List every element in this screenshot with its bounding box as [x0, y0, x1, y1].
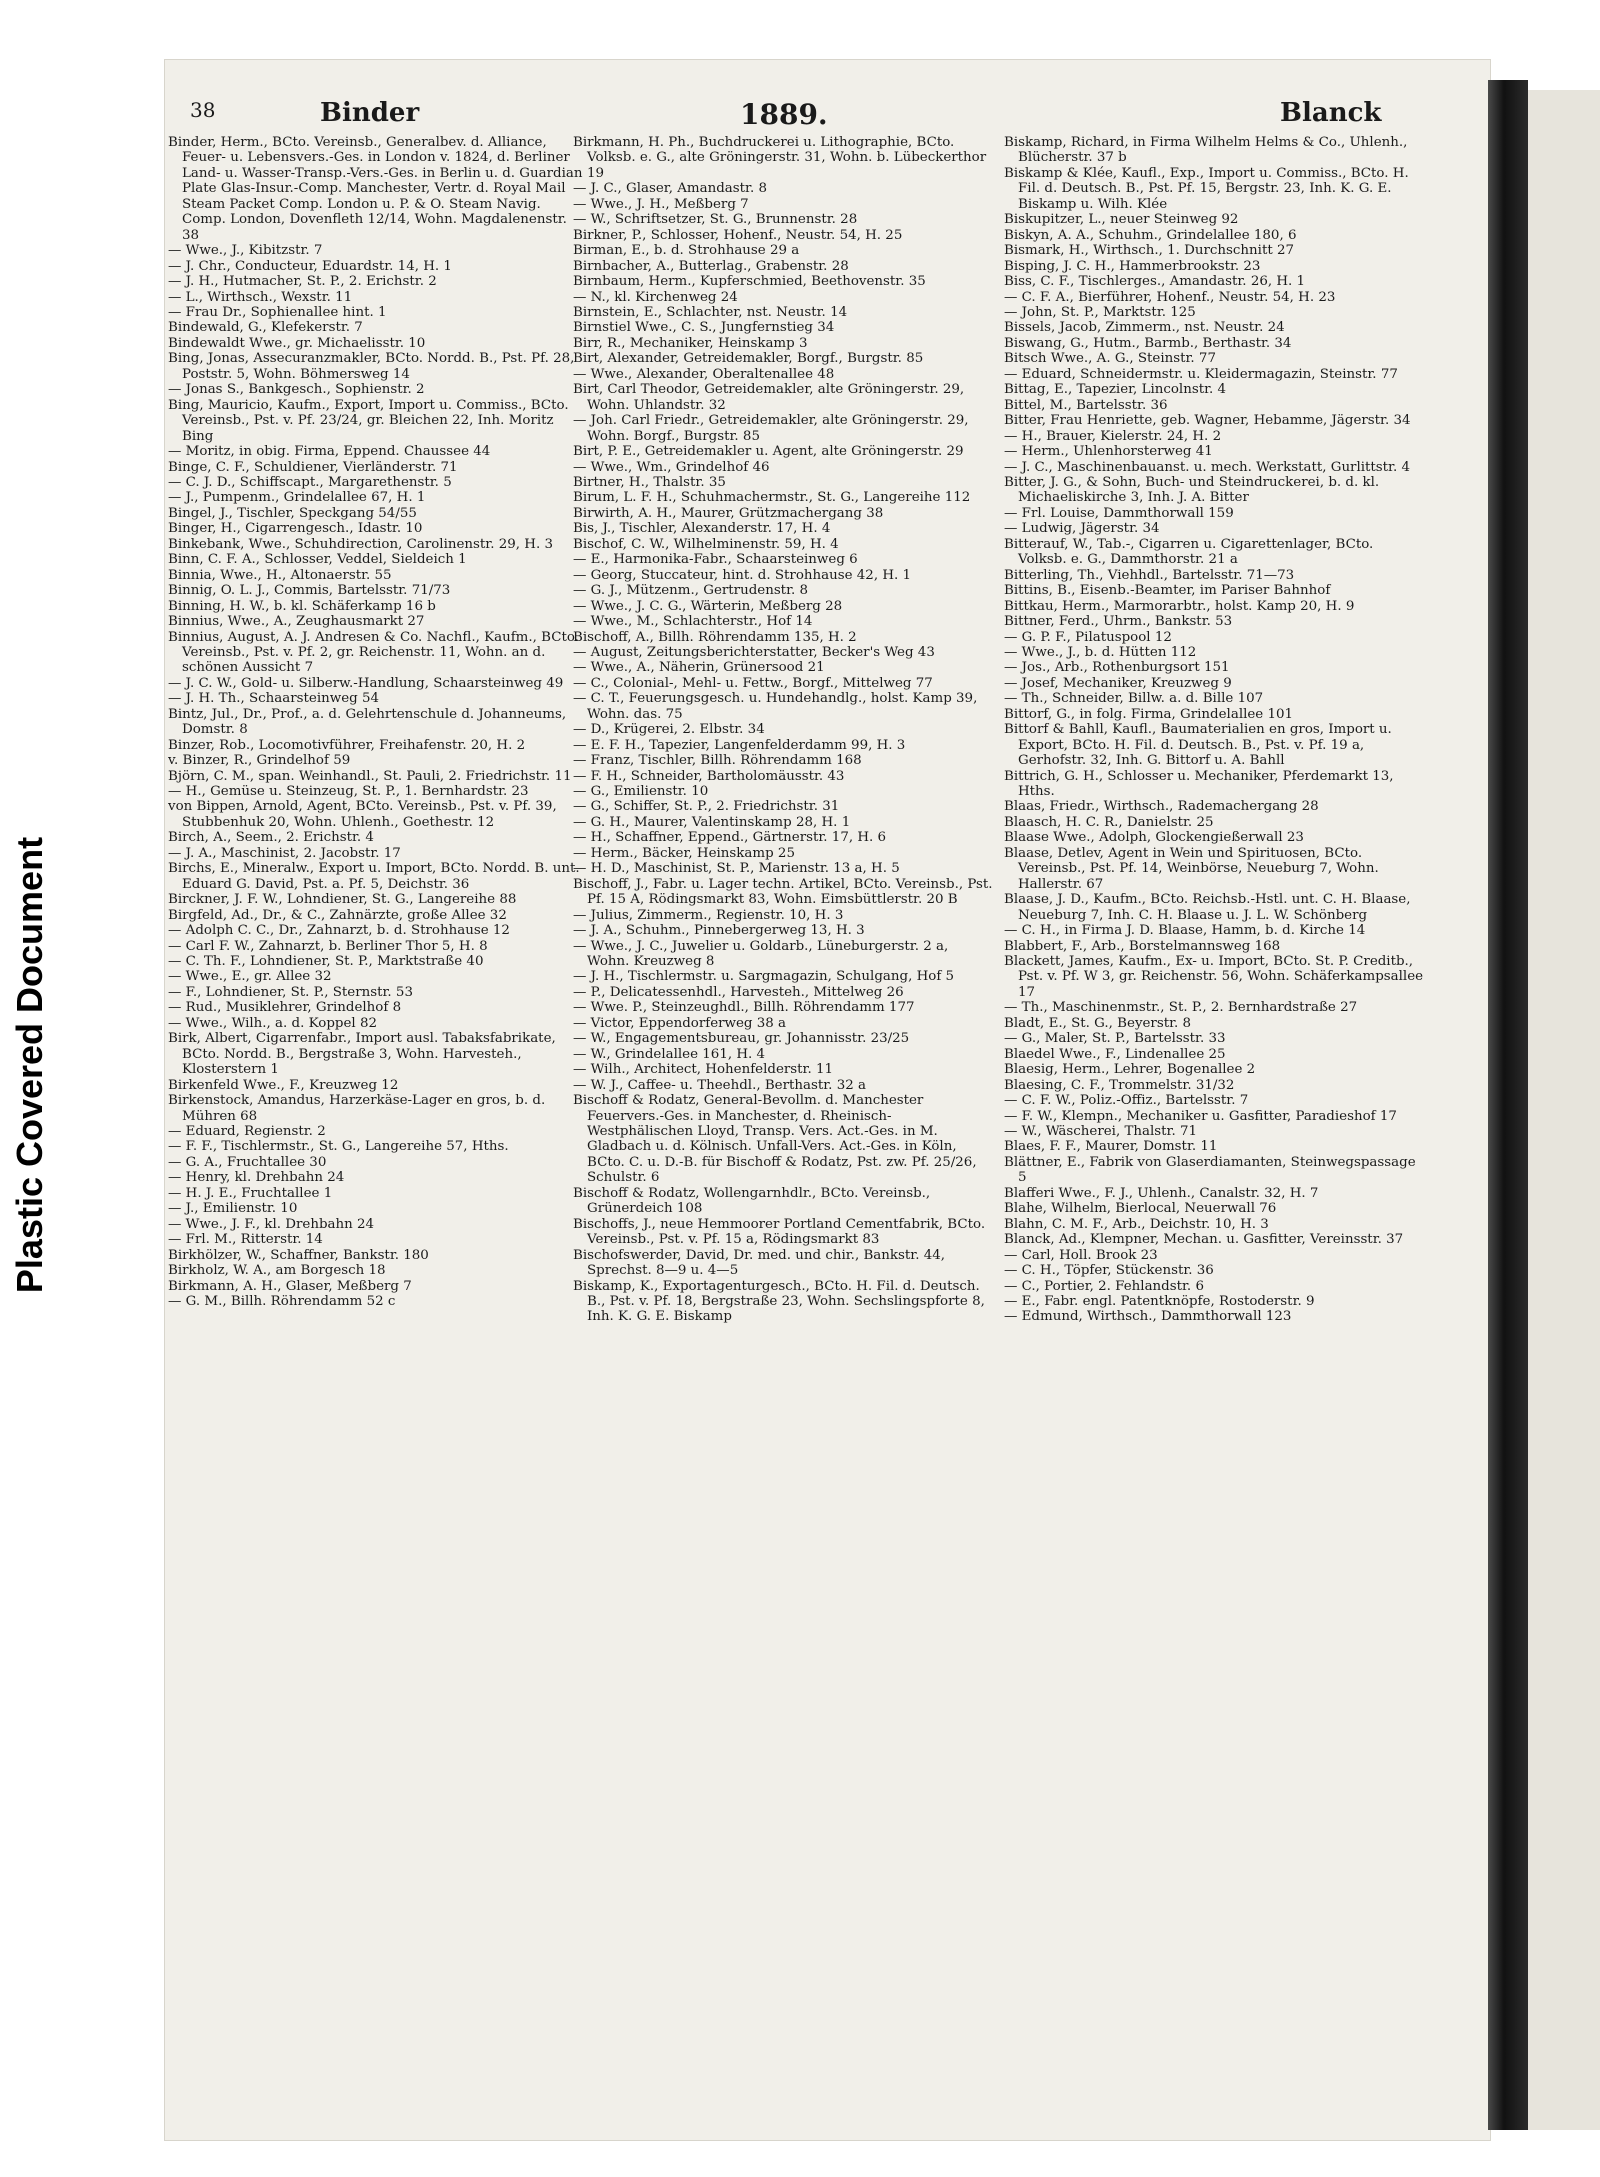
- directory-entry: Birgfeld, Ad., Dr., & C., Zahnärzte, große Allee 32: [168, 907, 507, 923]
- directory-entry: Blabbert, F., Arb., Borstelmannsweg 168: [1004, 938, 1281, 954]
- directory-entry: Binning, H. W., b. kl. Schäferkamp 16 b: [168, 598, 436, 614]
- directory-entry: — W. J., Caffee- u. Theehdl., Berthastr. 32 a: [573, 1077, 866, 1093]
- directory-entry: — J. C., Maschinenbauanst. u. mech. Werkstatt, Gurlittstr. 4: [1004, 459, 1411, 475]
- directory-entry: — Wwe., J. C. G., Wärterin, Meßberg 28: [573, 598, 843, 614]
- directory-entry: Birkner, P., Schlosser, Hohenf., Neustr. 54, H. 25: [573, 227, 903, 243]
- column-1: [168, 135, 588, 2125]
- directory-entry: Bismark, H., Wirthsch., 1. Durchschnitt 27: [1004, 243, 1295, 259]
- directory-entry: — N., kl. Kirchenweg 24: [573, 289, 738, 305]
- directory-entry: Birwirth, A. H., Maurer, Grützmachergang 38: [573, 505, 884, 521]
- directory-entry: Birckner, J. F. W., Lohndiener, St. G., Langereihe 88: [168, 892, 517, 908]
- directory-entry: Biskamp & Klée, Kaufl., Exp., Import u. Commiss., BCto. H. Fil. d. Deutsch. B., Pst. Pf. 15, Bergstr. 23, Inh. K. G. E. Biskamp u. Wilh. Klée: [1004, 165, 1409, 212]
- directory-entry: — Adolph C. C., Dr., Zahnarzt, b. d. Strohhause 12: [168, 923, 510, 939]
- directory-entry: — August, Zeitungsberichterstatter, Becker's Weg 43: [573, 644, 935, 660]
- directory-entry: — Joh. Carl Friedr., Getreidemakler, alte Gröningerstr. 29, Wohn. Borgf., Burgstr. 85: [573, 413, 969, 444]
- directory-entry: Bisping, J. C. H., Hammerbrookstr. 23: [1004, 258, 1261, 274]
- directory-entry: — Wwe., J. C., Juwelier u. Goldarb., Lüneburgerstr. 2 a, Wohn. Kreuzweg 8: [573, 938, 949, 970]
- directory-entry: Binnig, O. L. J., Commis, Bartelsstr. 71/73: [168, 583, 451, 599]
- directory-entry: — Josef, Mechaniker, Kreuzweg 9: [1004, 675, 1232, 691]
- directory-entry: — C. F. A., Bierführer, Hohenf., Neustr. 54, H. 23: [1004, 289, 1336, 305]
- directory-entry: — C. H., Töpfer, Stückenstr. 36: [1004, 1263, 1214, 1279]
- directory-entry: Biskamp, K., Exportagenturgesch., BCto. H. Fil. d. Deutsch. B., Pst. v. Pf. 18, Bergstraße 23, Wohn. Sechslingspforte 8, Inh. K. G. E. Biskamp: [573, 1278, 985, 1325]
- directory-entry: Blahn, C. M. F., Arb., Deichstr. 10, H. 3: [1004, 1216, 1269, 1232]
- directory-entry: — J. H., Tischlermstr. u. Sargmagazin, Schulgang, Hof 5: [573, 969, 955, 985]
- directory-entry: Bing, Mauricio, Kaufm., Export, Import u. Commiss., BCto. Vereinsb., Pst. v. Pf. 23/24, gr. Bleichen 22, Inh. Moritz Bing: [168, 397, 569, 444]
- directory-entry: Bintz, Jul., Dr., Prof., a. d. Gelehrtenschule d. Johanneums, Domstr. 8: [168, 706, 567, 738]
- directory-entry: Birkenstock, Amandus, Harzerkäse-Lager en gros, b. d. Mühren 68: [168, 1093, 546, 1124]
- directory-entry: Blahe, Wilhelm, Bierlocal, Neuerwall 76: [1004, 1201, 1277, 1217]
- directory-entry: Blaase, J. D., Kaufm., BCto. Reichsb.-Hstl. unt. C. H. Blaase, Neueburg 7, Inh. C. H. Blaase u. J. L. W. Schönberg: [1004, 892, 1411, 923]
- directory-entry: Birtner, H., Thalstr. 35: [573, 474, 726, 490]
- directory-entry: — Th., Schneider, Billw. a. d. Bille 107: [1004, 691, 1264, 707]
- directory-entry: Bittrich, G. H., Schlosser u. Mechaniker, Pferdemarkt 13, Hths.: [1004, 768, 1394, 800]
- directory-entry: Birnstiel Wwe., C. S., Jungfernstieg 34: [573, 320, 835, 336]
- directory-entry: — Frl. M., Ritterstr. 14: [168, 1232, 323, 1248]
- directory-entry: Bittel, M., Bartelsstr. 36: [1004, 397, 1168, 413]
- directory-entry: — C., Colonial-, Mehl- u. Fettw., Borgf., Mittelweg 77: [573, 675, 933, 691]
- directory-entry: Binkebank, Wwe., Schuhdirection, Carolinenstr. 29, H. 3: [168, 536, 553, 552]
- book-gutter: [1488, 80, 1528, 2130]
- directory-entry: — C. F. W., Poliz.-Offiz., Bartelsstr. 7: [1004, 1093, 1249, 1109]
- directory-entry: — E. F. H., Tapezier, Langenfelderdamm 99, H. 3: [573, 737, 906, 753]
- directory-entry: — C., Portier, 2. Fehlandstr. 6: [1004, 1278, 1204, 1294]
- directory-entry: Bitter, Frau Henriette, geb. Wagner, Hebamme, Jägerstr. 34: [1004, 413, 1411, 429]
- directory-entry: — Jos., Arb., Rothenburgsort 151: [1004, 660, 1230, 676]
- directory-entry: — C. H., in Firma J. D. Blaase, Hamm, b. d. Kirche 14: [1004, 923, 1366, 939]
- directory-entry: Biskupitzer, L., neuer Steinweg 92: [1004, 212, 1239, 228]
- directory-entry: — Wwe., Wm., Grindelhof 46: [573, 459, 770, 475]
- directory-entry: Bittkau, Herm., Marmorarbtr., holst. Kamp 20, H. 9: [1004, 598, 1355, 614]
- directory-entry: — Frl. Louise, Dammthorwall 159: [1004, 505, 1234, 521]
- directory-entry: — E., Harmonika-Fabr., Schaarsteinweg 6: [573, 552, 858, 568]
- directory-entry: Binnius, Wwe., A., Zeughausmarkt 27: [168, 614, 425, 630]
- directory-entry: — Wwe., J., b. d. Hütten 112: [1004, 644, 1197, 660]
- directory-entry: — F., Lohndiener, St. P., Sternstr. 53: [168, 984, 413, 1000]
- directory-entry: Bischoff & Rodatz, General-Bevollm. d. Manchester Feuervers.-Ges. in Manchester, d. Rheinisch-Westphälischen Lloyd, Transp. Vers. Act.-Ges. in M. Gladbach u. d. Kölnisch. Unfall-Vers. Act.-Ges. in Köln, BCto. C. u. D.-B. für Bischoff & Rodatz, Pst. zw. Pf. 25/26, Schulstr. 6: [573, 1093, 977, 1186]
- directory-entry: Binnius, August, A. J. Andresen & Co. Nachfl., Kaufm., BCto. Vereinsb., Pst. v. Pf. 2, gr. Reichenstr. 11, Wohn. an d. schönen Aussicht 7: [168, 629, 579, 676]
- directory-entry: v. Binzer, R., Grindelhof 59: [168, 753, 351, 769]
- directory-entry: — Carl F. W., Zahnarzt, b. Berliner Thor 5, H. 8: [168, 938, 488, 954]
- directory-entry: — G. H., Maurer, Valentinskamp 28, H. 1: [573, 814, 851, 830]
- directory-entry: — Victor, Eppendorferweg 38 a: [573, 1015, 787, 1031]
- directory-columns: [168, 135, 1478, 2125]
- page-header: [190, 98, 1460, 138]
- directory-entry: — G. A., Fruchtallee 30: [168, 1154, 327, 1170]
- directory-entry: Blaesing, C. F., Trommelstr. 31/32: [1004, 1077, 1235, 1093]
- directory-entry: — J., Pumpenm., Grindelallee 67, H. 1: [168, 490, 426, 506]
- directory-entry: Birnstein, E., Schlachter, nst. Neustr. 14: [573, 304, 848, 320]
- directory-entry: — H., Brauer, Kielerstr. 24, H. 2: [1004, 428, 1222, 444]
- directory-entry: Bischofswerder, David, Dr. med. und chir., Bankstr. 44, Sprechst. 8—9 u. 4—5: [573, 1247, 946, 1279]
- directory-entry: — L., Wirthsch., Wexstr. 11: [168, 289, 353, 305]
- directory-entry: Birt, Carl Theodor, Getreidemakler, alte Gröningerstr. 29, Wohn. Uhlandstr. 32: [573, 382, 965, 413]
- directory-entry: Birt, P. E., Getreidemakler u. Agent, alte Gröningerstr. 29: [573, 444, 964, 460]
- directory-entry: — Moritz, in obig. Firma, Eppend. Chaussee 44: [168, 444, 491, 460]
- directory-entry: — Rud., Musiklehrer, Grindelhof 8: [168, 1000, 402, 1016]
- directory-entry: Bittorf & Bahll, Kaufl., Baumaterialien en gros, Import u. Export, BCto. H. Fil. d. Deutsch. B., Pst. v. Pf. 19 a, Gerhofstr. 32, Inh. G. Bittorf u. A. Bahll: [1004, 722, 1392, 769]
- directory-entry: Bindewald, G., Klefekerstr. 7: [168, 320, 363, 336]
- directory-entry: — Julius, Zimmerm., Regienstr. 10, H. 3: [573, 907, 844, 923]
- directory-entry: — G. P. F., Pilatuspool 12: [1004, 629, 1172, 645]
- directory-entry: — Jonas S., Bankgesch., Sophienstr. 2: [168, 382, 425, 398]
- side-label: Plastic Covered Document: [9, 836, 50, 1294]
- directory-entry: — H., Schaffner, Eppend., Gärtnerstr. 17, H. 6: [573, 830, 887, 846]
- directory-entry: — Wwe., A., Näherin, Grünersood 21: [573, 660, 825, 676]
- directory-entry: — Frau Dr., Sophienallee hint. 1: [168, 304, 387, 320]
- directory-entry: — W., Schriftsetzer, St. G., Brunnenstr. 28: [573, 212, 858, 228]
- directory-entry: Blaasch, H. C. R., Danielstr. 25: [1004, 814, 1214, 830]
- directory-entry: Björn, C. M., span. Weinhandl., St. Pauli, 2. Friedrichstr. 11: [168, 768, 572, 784]
- directory-entry: — J. C., Glaser, Amandastr. 8: [573, 181, 767, 197]
- column-3: [1004, 135, 1424, 2125]
- directory-entry: Bischof, C. W., Wilhelminenstr. 59, H. 4: [573, 536, 839, 552]
- directory-entry: — G. J., Mützenm., Gertrudenstr. 8: [573, 583, 809, 599]
- right-catchword: Blanck: [1280, 98, 1382, 128]
- directory-entry: — Eduard, Schneidermstr. u. Kleidermagazin, Steinstr. 77: [1004, 366, 1398, 382]
- directory-entry: Bischoffs, J., neue Hemmoorer Portland Cementfabrik, BCto. Vereinsb., Pst. v. Pf. 15 a, Rödingsmarkt 83: [573, 1216, 986, 1248]
- next-page-edge: [1528, 90, 1600, 2130]
- directory-entry: Binnia, Wwe., H., Altonaerstr. 55: [168, 567, 392, 583]
- directory-entry: — J. C. W., Gold- u. Silberw.-Handlung, Schaarsteinweg 49: [168, 675, 564, 691]
- directory-entry: — Wwe., J. H., Meßberg 7: [573, 196, 749, 212]
- directory-entry: — Herm., Uhlenhorsterweg 41: [1004, 444, 1213, 460]
- directory-entry: — F. H., Schneider, Bartholomäusstr. 43: [573, 768, 845, 784]
- directory-entry: Bing, Jonas, Assecuranzmakler, BCto. Nordd. B., Pst. Pf. 28, Poststr. 5, Wohn. Böhmersweg 14: [168, 351, 575, 382]
- directory-entry: — G. M., Billh. Röhrendamm 52 c: [168, 1293, 396, 1309]
- directory-entry: — D., Krügerei, 2. Elbstr. 34: [573, 722, 765, 738]
- directory-entry: Biswang, G., Hutm., Barmb., Berthastr. 34: [1004, 335, 1292, 351]
- directory-entry: — Edmund, Wirthsch., Dammthorwall 123: [1004, 1309, 1292, 1325]
- directory-entry: Birum, L. F. H., Schuhmachermstr., St. G., Langereihe 112: [573, 490, 971, 506]
- directory-entry: — Franz, Tischler, Billh. Röhrendamm 168: [573, 753, 862, 769]
- directory-entry: — Wwe., E., gr. Allee 32: [168, 969, 332, 985]
- directory-entry: Birt, Alexander, Getreidemakler, Borgf., Burgstr. 85: [573, 351, 924, 367]
- directory-entry: — J. A., Maschinist, 2. Jacobstr. 17: [168, 845, 401, 861]
- directory-entry: — Wwe. P., Steinzeughdl., Billh. Röhrendamm 177: [573, 1000, 915, 1016]
- directory-entry: Bischoff & Rodatz, Wollengarnhdlr., BCto. Vereinsb., Grünerdeich 108: [573, 1185, 931, 1217]
- directory-entry: Bischoff, J., Fabr. u. Lager techn. Artikel, BCto. Vereinsb., Pst. Pf. 15 A, Rödingsmarkt 83, Wohn. Eimsbüttlerstr. 20 B: [573, 876, 993, 908]
- directory-entry: Bitter, J. G., & Sohn, Buch- und Steindruckerei, b. d. kl. Michaeliskirche 3, Inh. J. A. Bitter: [1004, 474, 1380, 506]
- directory-entry: Bindewaldt Wwe., gr. Michaelisstr. 10: [168, 335, 426, 351]
- directory-entry: Bladt, E., St. G., Beyerstr. 8: [1004, 1015, 1192, 1031]
- directory-entry: — Wilh., Architect, Hohenfelderstr. 11: [573, 1062, 834, 1078]
- directory-entry: — C. J. D., Schiffscapt., Margarethenstr. 5: [168, 474, 452, 490]
- directory-entry: Bitterauf, W., Tab.-, Cigarren u. Cigarettenlager, BCto. Volksb. e. G., Dammthorstr. 21 a: [1004, 536, 1374, 568]
- directory-entry: — Wwe., M., Schlachterstr., Hof 14: [573, 614, 813, 630]
- directory-entry: — W., Engagementsbureau, gr. Johannisstr. 23/25: [573, 1031, 910, 1047]
- directory-entry: Bittorf, G., in folg. Firma, Grindelallee 101: [1004, 706, 1294, 722]
- directory-entry: Binzer, Rob., Locomotivführer, Freihafenstr. 20, H. 2: [168, 737, 526, 753]
- directory-entry: Blaase Wwe., Adolph, Glockengießerwall 23: [1004, 830, 1304, 846]
- directory-entry: — P., Delicatessenhdl., Harvesteh., Mittelweg 26: [573, 984, 904, 1000]
- directory-entry: — G., Emilienstr. 10: [573, 784, 709, 800]
- directory-entry: — John, St. P., Marktstr. 125: [1004, 304, 1196, 320]
- directory-entry: Bis, J., Tischler, Alexanderstr. 17, H. 4: [573, 521, 831, 537]
- directory-entry: — Wwe., Alexander, Oberaltenallee 48: [573, 366, 835, 382]
- directory-entry: — H. J. E., Fruchtallee 1: [168, 1185, 333, 1201]
- directory-entry: — W., Grindelallee 161, H. 4: [573, 1046, 766, 1062]
- directory-entry: Binger, H., Cigarrengesch., Idastr. 10: [168, 521, 423, 537]
- directory-entry: Binn, C. F. A., Schlosser, Veddel, Sieldeich 1: [168, 552, 467, 568]
- directory-entry: Birkhölzer, W., Schaffner, Bankstr. 180: [168, 1247, 429, 1263]
- directory-entry: — G., Maler, St. P., Bartelsstr. 33: [1004, 1031, 1226, 1047]
- directory-entry: — H., Gemüse u. Steinzeug, St. P., 1. Bernhardstr. 23: [168, 784, 529, 800]
- directory-entry: Birr, R., Mechaniker, Heinskamp 3: [573, 335, 808, 351]
- directory-entry: Bitterling, Th., Viehhdl., Bartelsstr. 71—73: [1004, 567, 1295, 583]
- directory-entry: Bitsch Wwe., A. G., Steinstr. 77: [1004, 351, 1216, 367]
- directory-entry: Bingel, J., Tischler, Speckgang 54/55: [168, 505, 417, 521]
- directory-entry: Bissels, Jacob, Zimmerm., nst. Neustr. 24: [1004, 320, 1285, 336]
- directory-entry: — E., Fabr. engl. Patentknöpfe, Rostoderstr. 9: [1004, 1293, 1315, 1309]
- directory-entry: Blaedel Wwe., F., Lindenallee 25: [1004, 1046, 1226, 1062]
- directory-entry: — W., Wäscherei, Thalstr. 71: [1004, 1124, 1198, 1139]
- directory-entry: — C. T., Feuerungsgesch. u. Hundehandlg., holst. Kamp 39, Wohn. das. 75: [573, 691, 978, 722]
- directory-entry: Blafferi Wwe., F. J., Uhlenh., Canalstr. 32, H. 7: [1004, 1185, 1319, 1201]
- directory-entry: Blanck, Ad., Klempner, Mechan. u. Gasfitter, Vereinsstr. 37: [1004, 1232, 1404, 1248]
- directory-entry: Birkmann, A. H., Glaser, Meßberg 7: [168, 1278, 412, 1294]
- directory-entry: Birkmann, H. Ph., Buchdruckerei u. Lithographie, BCto. Volksb. e. G., alte Gröningerstr. 31, Wohn. b. Lübeckerthor 19: [573, 135, 987, 181]
- year-heading: 1889.: [740, 98, 828, 131]
- directory-entry: — H. D., Maschinist, St. P., Marienstr. 13 a, H. 5: [573, 861, 900, 877]
- directory-entry: — Ludwig, Jägerstr. 34: [1004, 521, 1160, 537]
- directory-entry: Binder, Herm., BCto. Vereinsb., Generalbev. d. Alliance, Feuer- u. Lebensvers.-Ges. in London v. 1824, d. Berliner Land- u. Wasser-Transp.-Vers.-Ges. in Berlin u. d. Guardian Plate Glas-Insur.-Comp. Manchester, Vertr. d. Royal Mail Steam Packet Comp. London u. P. & O. Steam Navig. Comp. London, Dovenfleth 12/14, Wohn. Magdalenenstr. 38: [168, 135, 583, 243]
- directory-entry: Blackett, James, Kaufm., Ex- u. Import, BCto. St. P. Creditb., Pst. v. Pf. W 3, gr. Reichenstr. 56, Wohn. Schäferkampsallee 17: [1004, 954, 1424, 1000]
- directory-entry: — Wwe., Wilh., a. d. Koppel 82: [168, 1015, 377, 1031]
- directory-entry: — J., Emilienstr. 10: [168, 1201, 298, 1217]
- directory-entry: Bischoff, A., Billh. Röhrendamm 135, H. 2: [573, 629, 857, 645]
- left-catchword: Binder: [320, 98, 420, 128]
- directory-entry: — Th., Maschinenmstr., St. P., 2. Bernhardstraße 27: [1004, 1000, 1358, 1016]
- directory-entry: Birnbacher, A., Butterlag., Grabenstr. 28: [573, 258, 849, 274]
- directory-entry: Bittner, Ferd., Uhrm., Bankstr. 53: [1004, 614, 1233, 630]
- directory-entry: — Wwe., J., Kibitzstr. 7: [168, 243, 323, 259]
- directory-entry: Birch, A., Seem., 2. Erichstr. 4: [168, 830, 374, 846]
- directory-entry: — F. W., Klempn., Mechaniker u. Gasfitter, Paradieshof 17: [1004, 1108, 1397, 1124]
- directory-entry: Birnbaum, Herm., Kupferschmied, Beethovenstr. 35: [573, 274, 926, 290]
- directory-entry: Biss, C. F., Tischlerges., Amandastr. 26, H. 1: [1004, 274, 1306, 290]
- directory-entry: Birkholz, W. A., am Borgesch 18: [168, 1263, 386, 1279]
- directory-entry: — J. H., Hutmacher, St. P., 2. Erichstr. 2: [168, 274, 437, 290]
- directory-entry: — J. Chr., Conducteur, Eduardstr. 14, H. 1: [168, 258, 452, 274]
- directory-entry: Blättner, E., Fabrik von Glaserdiamanten, Steinwegspassage 5: [1004, 1154, 1416, 1186]
- directory-entry: — Georg, Stuccateur, hint. d. Strohhause 42, H. 1: [573, 567, 912, 583]
- directory-entry: — Henry, kl. Drehbahn 24: [168, 1170, 345, 1186]
- page-number: 38: [190, 98, 216, 122]
- directory-entry: Blaase, Detlev, Agent in Wein und Spirituosen, BCto. Vereinsb., Pst. Pf. 14, Weinbörse, Neueburg 7, Wohn. Hallerstr. 67: [1004, 845, 1379, 892]
- directory-entry: Bittag, E., Tapezier, Lincolnstr. 4: [1004, 382, 1227, 398]
- directory-entry: Biskamp, Richard, in Firma Wilhelm Helms & Co., Uhlenh., Blücherstr. 37 b: [1004, 135, 1408, 166]
- directory-entry: Birkenfeld Wwe., F., Kreuzweg 12: [168, 1077, 399, 1093]
- directory-entry: Birk, Albert, Cigarrenfabr., Import ausl. Tabaksfabrikate, BCto. Nordd. B., Bergstraße 3, Wohn. Harvesteh., Klosterstern 1: [168, 1031, 556, 1078]
- directory-entry: — J. H. Th., Schaarsteinweg 54: [168, 691, 380, 707]
- directory-entry: von Bippen, Arnold, Agent, BCto. Vereinsb., Pst. v. Pf. 39, Stubbenhuk 20, Wohn. Uhlenh., Goethestr. 12: [168, 799, 557, 830]
- directory-entry: Birman, E., b. d. Strohhause 29 a: [573, 243, 800, 259]
- directory-entry: — G., Schiffer, St. P., 2. Friedrichstr. 31: [573, 799, 840, 815]
- directory-entry: Blaes, F. F., Maurer, Domstr. 11: [1004, 1139, 1218, 1155]
- directory-entry: Blaas, Friedr., Wirthsch., Rademachergang 28: [1004, 799, 1319, 815]
- directory-entry: Bittins, B., Eisenb.-Beamter, im Pariser Bahnhof: [1004, 583, 1331, 599]
- directory-entry: — Carl, Holl. Brook 23: [1004, 1247, 1158, 1263]
- directory-entry: — C. Th. F., Lohndiener, St. P., Marktstraße 40: [168, 954, 484, 970]
- directory-entry: Biskyn, A. A., Schuhm., Grindelallee 180, 6: [1004, 227, 1297, 243]
- directory-entry: — J. A., Schuhm., Pinnebergerweg 13, H. 3: [573, 923, 865, 939]
- directory-entry: Binge, C. F., Schuldiener, Vierländerstr. 71: [168, 459, 458, 475]
- directory-entry: — Herm., Bäcker, Heinskamp 25: [573, 845, 795, 861]
- directory-entry: Blaesig, Herm., Lehrer, Bogenallee 2: [1004, 1062, 1256, 1078]
- directory-entry: — Eduard, Regienstr. 2: [168, 1124, 326, 1139]
- directory-entry: Birchs, E., Mineralw., Export u. Import, BCto. Nordd. B. unt. Eduard G. David, Pst. a. Pf. 5, Deichstr. 36: [168, 861, 580, 892]
- column-2: [573, 135, 993, 2125]
- directory-entry: — F. F., Tischlermstr., St. G., Langereihe 57, Hths.: [168, 1139, 509, 1155]
- directory-entry: — Wwe., J. F., kl. Drehbahn 24: [168, 1216, 375, 1232]
